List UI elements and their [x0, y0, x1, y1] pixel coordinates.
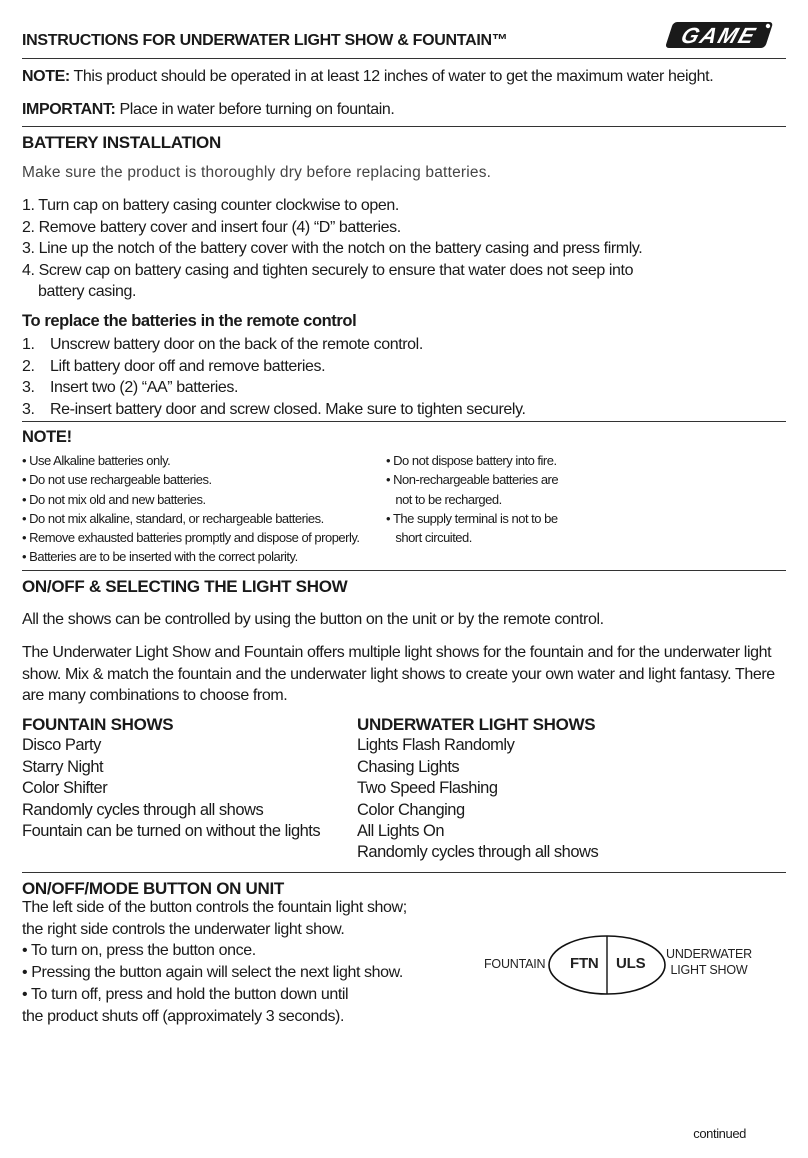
- list-item: • Do not use rechargeable batteries.: [22, 470, 360, 489]
- important-label: IMPORTANT:: [22, 101, 116, 118]
- underwater-light-show-label: UNDERWATER LIGHT SHOW: [666, 947, 752, 977]
- list-item: Color Changing: [357, 800, 465, 819]
- list-item: not to be recharged.: [395, 491, 502, 507]
- list-item: Two Speed Flashing: [357, 779, 498, 798]
- list-item: • Remove exhausted batteries promptly and dispose of properly.: [22, 528, 360, 547]
- remote-steps: [22, 334, 526, 420]
- light-show-title: ON/OFF & SELECTING THE LIGHT SHOW: [22, 570, 786, 597]
- list-item: • Use Alkaline batteries only.: [22, 451, 360, 470]
- list-item: Starry Night: [22, 757, 104, 776]
- page-header: [22, 20, 786, 59]
- list-item: • Do not mix alkaline, standard, or rechargeable batteries.: [22, 509, 360, 528]
- fountain-shows-title: FOUNTAIN SHOWS: [22, 715, 174, 734]
- underwater-shows-list: [357, 714, 598, 864]
- battery-steps: [22, 195, 642, 303]
- page-title: INSTRUCTIONS FOR UNDERWATER LIGHT SHOW & FOUNTAIN™: [22, 32, 508, 49]
- list-item: 1. Unscrew battery door on the back of the remote control.: [22, 336, 423, 353]
- light-show-intro: All the shows can be controlled by using the button on the unit or by the remote control.: [22, 611, 604, 628]
- battery-note-left-list: [22, 451, 360, 567]
- note-label: NOTE:: [22, 68, 70, 85]
- important-line: [22, 101, 394, 119]
- list-item: Fountain can be turned on without the lights: [22, 822, 321, 841]
- button-diagram: [484, 930, 754, 1000]
- list-item: 1. Turn cap on battery casing counter clockwise to open.: [22, 197, 399, 214]
- list-item: Disco Party: [22, 736, 101, 755]
- list-item: • Non-rechargeable batteries are: [386, 470, 558, 489]
- fountain-label: FOUNTAIN: [484, 957, 546, 971]
- list-item: Randomly cycles through all shows: [357, 843, 599, 862]
- list-item: short circuited.: [395, 530, 472, 546]
- uls-button-label: ULS: [616, 955, 646, 972]
- list-item: • Batteries are to be inserted with the correct polarity.: [22, 547, 360, 566]
- continued-note: continued: [693, 1126, 746, 1141]
- list-item: Randomly cycles through all shows: [22, 800, 264, 819]
- fountain-shows-list: [22, 714, 320, 842]
- battery-installation-title: BATTERY INSTALLATION: [22, 126, 786, 153]
- list-item: battery casing.: [38, 283, 137, 300]
- list-item: 3. Re-insert battery door and screw closed. Make sure to tighten securely.: [22, 400, 526, 418]
- battery-intro: Make sure the product is thoroughly dry before replacing batteries.: [22, 164, 492, 181]
- note-text: This product should be operated in at least 12 inches of water to get the maximum water height.: [69, 68, 714, 85]
- mode-button-instructions: The left side of the button controls the fountain light show; the right side controls the underwater light show. • To turn on, press the button once. • Pressing the button again will select the next light show. • To turn off, press and hold the button down until the product shuts off (approximately 3 seconds).: [22, 899, 407, 1025]
- brand-logo: [662, 20, 780, 50]
- remote-batteries-title: To replace the batteries in the remote control: [22, 312, 357, 330]
- battery-note-right-list: [386, 451, 558, 547]
- list-item: 3. Insert two (2) “AA” batteries.: [22, 379, 239, 396]
- logo-text: GAME: [677, 23, 760, 48]
- list-item: Chasing Lights: [357, 757, 460, 776]
- mode-button-title: ON/OFF/MODE BUTTON ON UNIT: [22, 872, 786, 899]
- note-line: [22, 68, 713, 86]
- list-item: All Lights On: [357, 822, 445, 841]
- list-item: • The supply terminal is not to be: [386, 509, 558, 528]
- list-item: • Do not mix old and new batteries.: [22, 490, 360, 509]
- underwater-shows-title: UNDERWATER LIGHT SHOWS: [357, 715, 596, 734]
- battery-note-title: NOTE!: [22, 421, 786, 447]
- important-text: Place in water before turning on fountain.: [115, 101, 395, 118]
- list-item: • Do not dispose battery into fire.: [386, 451, 558, 470]
- list-item: 2. Lift battery door off and remove batteries.: [22, 357, 326, 375]
- light-show-description: The Underwater Light Show and Fountain offers multiple light shows for the fountain and for the underwater light show. Mix & match the fountain and the underwater light shows to create your own water and light fantasy. There are many combinations to choose from.: [22, 644, 775, 705]
- list-item: 3. Line up the notch of the battery cover with the notch on the battery casing and press firmly.: [22, 240, 643, 257]
- list-item: Color Shifter: [22, 779, 108, 798]
- ftn-button-label: FTN: [570, 955, 599, 972]
- list-item: Lights Flash Randomly: [357, 736, 515, 755]
- list-item: 4. Screw cap on battery casing and tighten securely to ensure that water does not seep into: [22, 261, 634, 279]
- list-item: 2. Remove battery cover and insert four (4) “D” batteries.: [22, 218, 401, 236]
